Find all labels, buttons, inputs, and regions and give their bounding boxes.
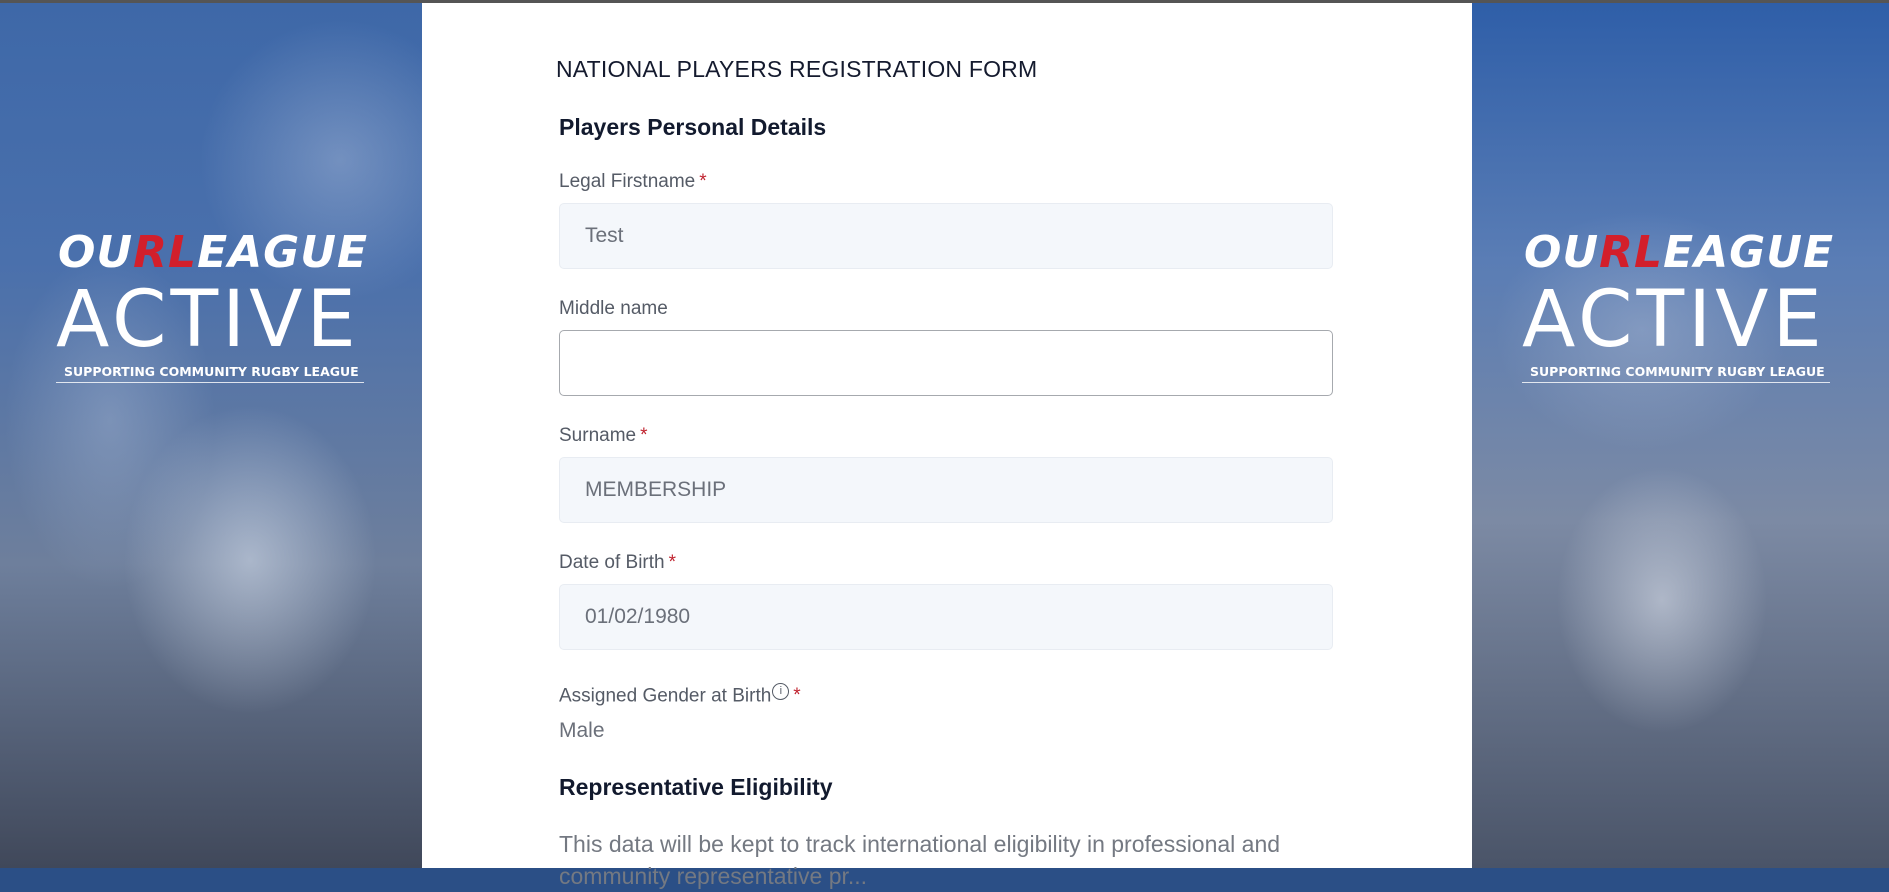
- firstname-field[interactable]: Test: [559, 203, 1333, 269]
- browser-top-edge: [0, 0, 1889, 3]
- logo-tagline: SUPPORTING COMMUNITY RUGBY LEAGUE: [1522, 362, 1830, 383]
- logo-tagline: SUPPORTING COMMUNITY RUGBY LEAGUE: [56, 362, 364, 383]
- dob-field[interactable]: 01/02/1980: [559, 584, 1333, 650]
- surname-field[interactable]: MEMBERSHIP: [559, 457, 1333, 523]
- required-marker: *: [793, 685, 801, 707]
- info-icon[interactable]: i: [772, 683, 789, 700]
- form-title: NATIONAL PLAYERS REGISTRATION FORM: [556, 56, 1038, 82]
- personal-details-heading: Players Personal Details: [559, 114, 827, 140]
- gender-value: Male: [559, 719, 605, 742]
- ourleague-active-logo: [56, 228, 376, 383]
- required-marker: *: [699, 171, 707, 192]
- middlename-input[interactable]: [559, 330, 1333, 396]
- required-marker: *: [640, 425, 648, 446]
- left-banner-image: [0, 0, 422, 868]
- logo-ourleague: OURLEAGUE: [58, 227, 369, 278]
- gender-label: Assigned Gender at Birth i *: [559, 685, 801, 707]
- eligibility-description: This data will be kept to track international eligibility in professional and community representative pr...: [559, 831, 1281, 889]
- required-marker: *: [668, 552, 677, 573]
- logo-active: ACTIVE: [1522, 275, 1826, 365]
- middlename-label: Middle name: [559, 298, 668, 319]
- logo-ourleague: OURLEAGUE: [1524, 227, 1835, 278]
- form-panel: [422, 0, 1472, 889]
- logo-active: ACTIVE: [56, 275, 360, 365]
- right-banner-image: [1472, 0, 1889, 868]
- representative-eligibility-heading: Representative Eligibility: [559, 774, 833, 800]
- ourleague-active-logo-right: [1522, 228, 1842, 383]
- firstname-label: Legal Firstname *: [559, 171, 707, 192]
- dob-label: Date of Birth *: [559, 552, 677, 573]
- surname-label: Surname *: [559, 425, 648, 446]
